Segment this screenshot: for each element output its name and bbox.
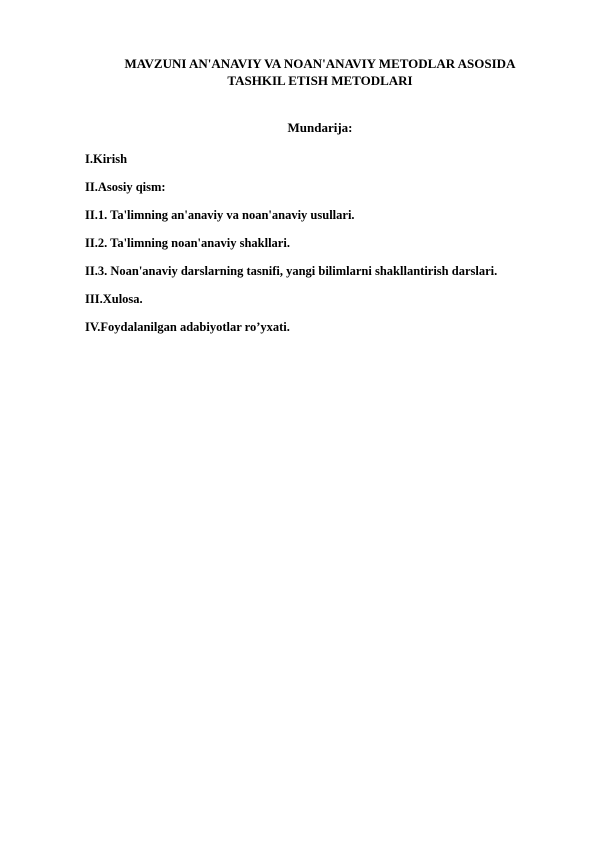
toc-item-main-part: II.Asosiy qism:	[85, 180, 166, 194]
toc-item-section-2-3: II.3. Noan'anaviy darslarning tasnifi, yangi bilimlarni shakllantirish darslari.	[85, 264, 498, 278]
toc-item-references: IV.Foydalanilgan adabiyotlar ro’yxati.	[85, 320, 290, 334]
title-line-2: TASHKIL ETISH METODLARI	[227, 73, 413, 88]
table-of-contents	[85, 152, 585, 348]
toc-heading: Mundarija:	[287, 120, 353, 135]
toc-item-section-2-1: II.1. Ta'limning an'anaviy va noan'anaviy usullari.	[85, 208, 355, 222]
title-line-1: MAVZUNI AN'ANAVIY VA NOAN'ANAVIY METODLAR ASOSIDA	[124, 56, 516, 71]
toc-item-conclusion: III.Xulosa.	[85, 292, 143, 306]
toc-item-section-2-2: II.2. Ta'limning noan'anaviy shakllari.	[85, 236, 290, 250]
toc-item-introduction: I.Kirish	[85, 152, 128, 166]
document-title	[60, 55, 580, 89]
